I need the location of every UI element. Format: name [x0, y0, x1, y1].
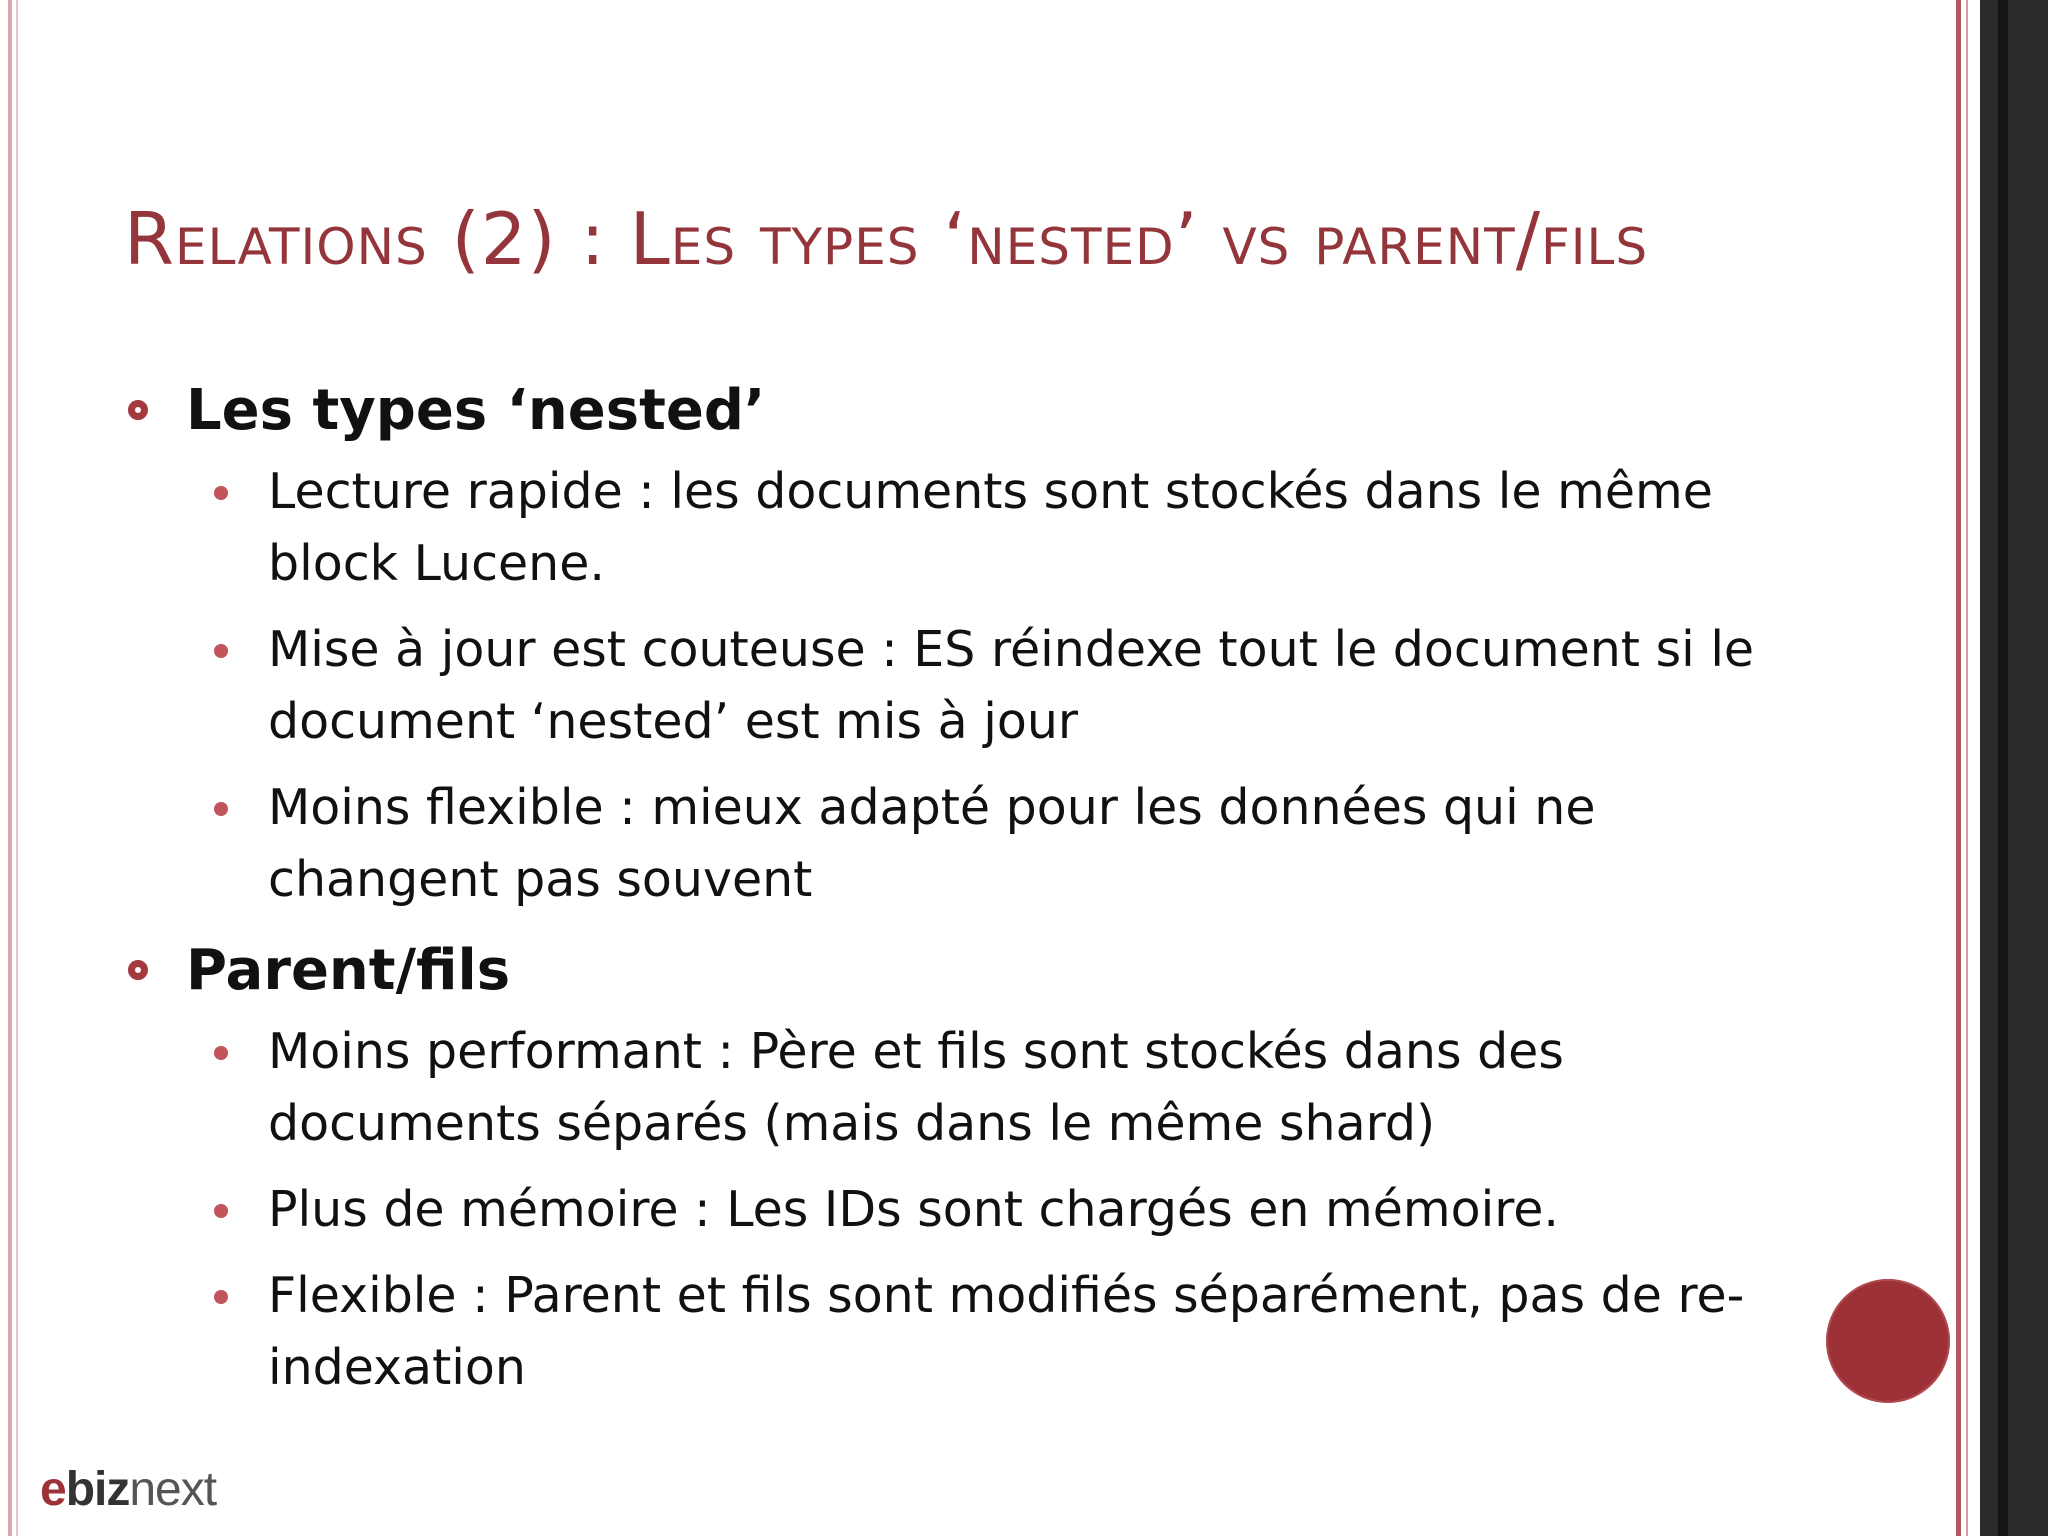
right-decor-line	[1956, 0, 1961, 1536]
dot-bullet-icon	[214, 1290, 228, 1304]
list-item	[186, 772, 1764, 916]
dot-bullet-icon	[214, 1204, 228, 1218]
list-item	[186, 1260, 1764, 1404]
slide-title: Relations (2) : Les types ‘nested’ vs parent/fils	[124, 197, 1649, 281]
right-dark-border	[1980, 0, 2048, 1536]
section-heading: Parent/fils	[186, 938, 511, 1003]
list-item-text: Mise à jour est couteuse : ES réindexe tout le document si le document ‘nested’ est mis à jour	[268, 621, 1755, 750]
section-list	[124, 370, 1764, 1404]
right-dark-stripe	[1998, 0, 2008, 1536]
right-decor-line-thin	[1966, 0, 1968, 1536]
ring-bullet-icon	[128, 400, 148, 420]
left-decor-line-thin	[16, 0, 18, 1536]
sub-list	[186, 456, 1764, 916]
list-item-text: Moins flexible : mieux adapté pour les données qui ne changent pas souvent	[268, 779, 1596, 908]
section-parent-child	[124, 930, 1764, 1404]
dot-bullet-icon	[214, 1046, 228, 1060]
dot-bullet-icon	[214, 644, 228, 658]
dot-bullet-icon	[214, 802, 228, 816]
sub-list	[186, 1016, 1764, 1404]
section-heading: Les types ‘nested’	[186, 378, 766, 443]
list-item	[186, 1174, 1764, 1246]
logo-part-next: next	[129, 1463, 217, 1516]
red-circle-decoration	[1826, 1279, 1950, 1403]
ebiznext-logo	[40, 1463, 217, 1516]
list-item	[186, 1016, 1764, 1160]
section-nested	[124, 370, 1764, 916]
list-item	[186, 614, 1764, 758]
ring-bullet-icon	[128, 960, 148, 980]
slide-content	[124, 370, 1764, 1418]
logo-part-e: e	[40, 1463, 66, 1516]
logo-part-biz: biz	[65, 1463, 130, 1516]
list-item	[186, 456, 1764, 600]
dot-bullet-icon	[214, 486, 228, 500]
left-decor-line	[8, 0, 12, 1536]
list-item-text: Plus de mémoire : Les IDs sont chargés en mémoire.	[268, 1181, 1559, 1238]
list-item-text: Lecture rapide : les documents sont stockés dans le même block Lucene.	[268, 463, 1713, 592]
list-item-text: Flexible : Parent et fils sont modifiés séparément, pas de re-indexation	[268, 1267, 1745, 1396]
list-item-text: Moins performant : Père et fils sont stockés dans des documents séparés (mais dans le même shard)	[268, 1023, 1564, 1152]
